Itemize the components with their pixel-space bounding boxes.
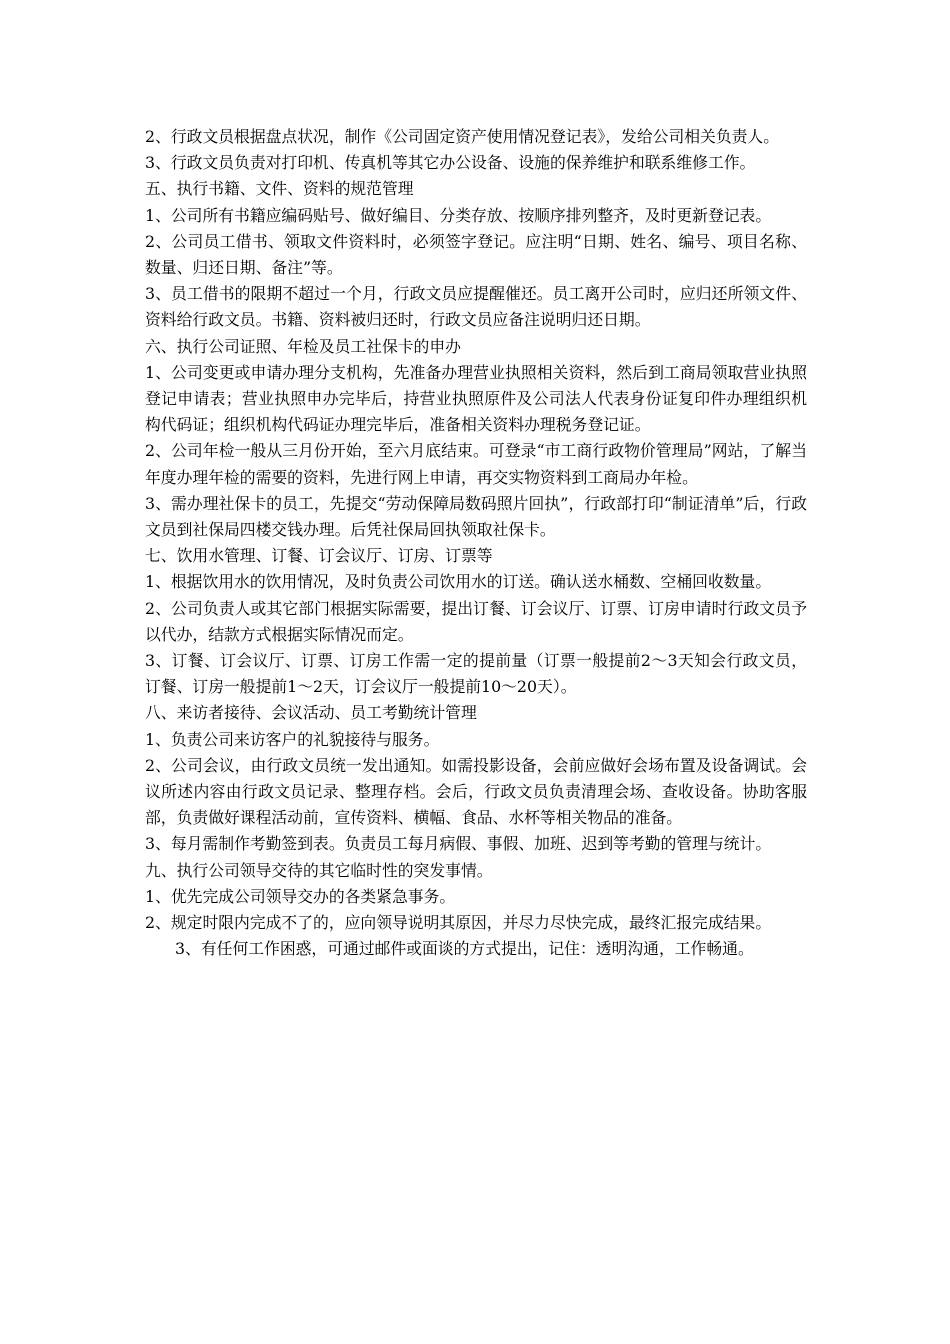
paragraph-item-2-borrow-signing: 2、公司员工借书、领取文件资料时，必须签字登记。应注明“日期、姓名、编号、项目名称、数量、归还日期、备注”等。 xyxy=(145,231,807,278)
paragraph-item-3-booking-lead-time: 3、订餐、订会议厅、订票、订房工作需一定的提前量（订票一般提前2～3天知会行政文员，订餐、订房一般提前1～2天，订会议厅一般提前10～20天）。 xyxy=(145,651,807,697)
paragraph-item-2-deadline-reporting: 2、规定时限内完成不了的，应向领导说明其原因，并尽力尽快完成，最终汇报完成结果。 xyxy=(145,913,772,933)
paragraph-item-1-book-cataloging: 1、公司所有书籍应编码贴号、做好编目、分类存放、按顺序排列整齐，及时更新登记表。 xyxy=(145,205,772,225)
paragraph-item-3-social-security-card: 3、需办理社保卡的员工，先提交“劳动保障局数码照片回执”，行政部打印“制证清单”后，行政文员到社保局四楼交钱办理。后凭社保局回执领取社保卡。 xyxy=(145,493,807,540)
section-heading-8: 八、来访者接待、会议活动、员工考勤统计管理 xyxy=(145,703,477,723)
section-heading-6: 六、执行公司证照、年检及员工社保卡的申办 xyxy=(145,336,461,356)
paragraph-item-1-drinking-water: 1、根据饮用水的饮用情况，及时负责公司饮用水的订送。确认送水桶数、空桶回收数量。 xyxy=(145,572,772,592)
paragraph-item-1-urgent-tasks: 1、优先完成公司领导交办的各类紧急事务。 xyxy=(145,886,456,906)
paragraph-item-2-meetings: 2、公司会议，由行政文员统一发出通知。如需投影设备，会前应做好会场布置及设备调试。会议所述内容由行政文员记录、整理存档。会后，行政文员负责清理会场、查收设备。协助客服部，负责做好课程活动前，宣传资料、横幅、食品、水杯等相关物品的准备。 xyxy=(145,755,807,828)
paragraph-item-3-borrow-limit: 3、员工借书的限期不超过一个月，行政文员应提醒催还。员工离开公司时，应归还所领文件、资料给行政文员。书籍、资料被归还时，行政文员应备注说明归还日期。 xyxy=(145,284,807,330)
paragraph-item-1-business-license: 1、公司变更或申请办理分支机构，先准备办理营业执照相关资料，然后到工商局领取营业执照登记申请表；营业执照申办完毕后，持营业执照原件及公司法人代表身份证复印件办理组织机构代码证；组织机构代码证办理完毕后，准备相关资料办理税务登记证。 xyxy=(145,362,807,435)
paragraph-item-2-booking-requests: 2、公司负责人或其它部门根据实际需要，提出订餐、订会议厅、订票、订房申请时行政文员予以代办，结款方式根据实际情况而定。 xyxy=(145,598,807,644)
paragraph-item-3-equipment-maintenance: 3、行政文员负责对打印机、传真机等其它办公设备、设施的保养维护和联系维修工作。 xyxy=(145,153,756,173)
paragraph-item-3-attendance: 3、每月需制作考勤签到表。负责员工每月病假、事假、加班、迟到等考勤的管理与统计。 xyxy=(145,834,772,854)
document-body xyxy=(145,124,807,963)
section-heading-5: 五、执行书籍、文件、资料的规范管理 xyxy=(145,179,414,199)
section-heading-9: 九、执行公司领导交待的其它临时性的突发事情。 xyxy=(145,860,493,880)
paragraph-item-3-communication: 3、有任何工作困惑，可通过邮件或面谈的方式提出，记住：透明沟通，工作畅通。 xyxy=(175,939,754,959)
paragraph-item-1-visitor-reception: 1、负责公司来访客户的礼貌接待与服务。 xyxy=(145,729,440,749)
paragraph-item-2-annual-inspection: 2、公司年检一般从三月份开始，至六月底结束。可登录“市工商行政物价管理局”网站，了解当年度办理年检的需要的资料，先进行网上申请，再交实物资料到工商局办年检。 xyxy=(145,441,807,487)
section-heading-7: 七、饮用水管理、订餐、订会议厅、订房、订票等 xyxy=(145,546,493,566)
paragraph-item-2-asset-register: 2、行政文员根据盘点状况，制作《公司固定资产使用情况登记表》，发给公司相关负责人。 xyxy=(145,127,780,146)
